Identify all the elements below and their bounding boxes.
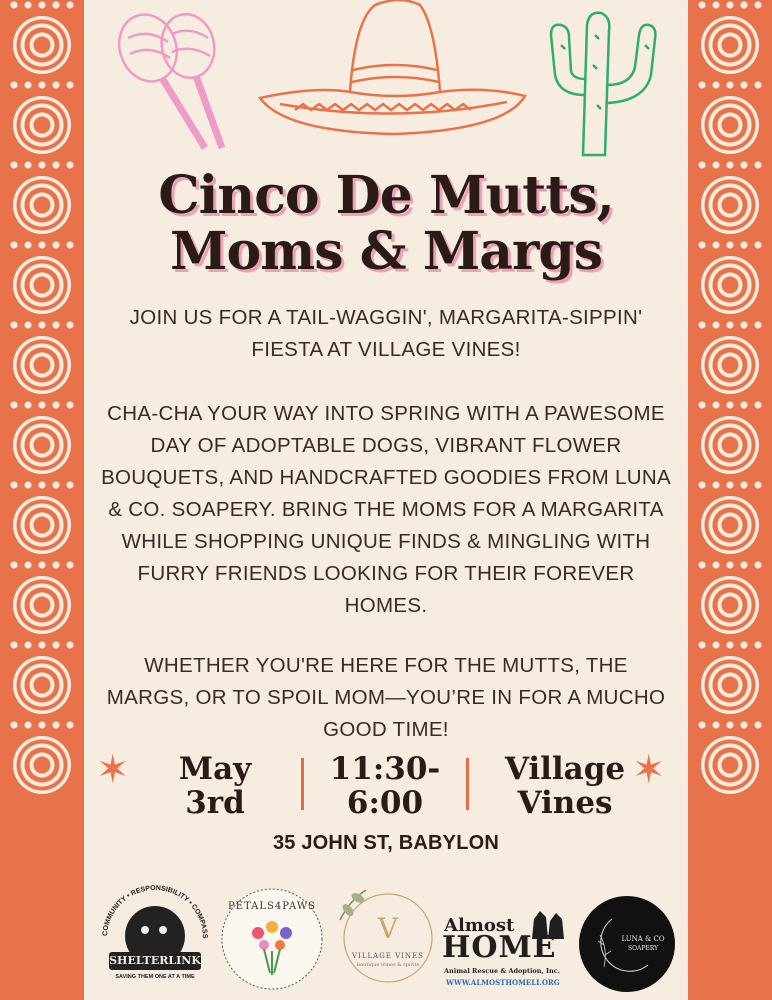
venue-line-2: Vines [517,785,613,821]
closing-text: WHETHER YOU'RE HERE FOR THE MUTTS, THE MARGS, OR TO SPOIL MOM—YOU’RE IN FOR A MUCHO GOOD TIME! [106,654,666,741]
cactus-icon [545,5,660,163]
almost-home-url: WWW.ALMOSTHOMELI.ORG [446,978,560,987]
shelterlink-name: SHELTERLINK [109,954,201,967]
village-vines-name: VILLAGE VINES [352,952,424,960]
almost-home-logo [440,905,570,993]
luna-soapery-logo [578,895,676,993]
event-date [150,752,280,822]
almost-home-tagline: Animal Rescue & Adoption, Inc. [444,967,560,975]
almost-home-name-big: HOME [442,930,557,965]
title-line-1: Cinco De Mutts, [158,165,614,226]
almost-home-name-top: Almost [444,915,515,936]
village-vines-letter: V [377,912,399,945]
separator [301,758,304,810]
event-address: 35 JOHN ST, BABYLON [272,832,500,854]
star-icon: ✶ [632,747,666,793]
village-vines-logo [330,880,442,992]
shelterlink-arc-text: COMMUNITY • RESPONSIBILITY • COMPASS [101,884,209,939]
maracas-icon [110,8,240,158]
separator [466,758,469,810]
shelterlink-logo [95,878,215,993]
event-venue [490,752,640,822]
star-icon: ✶ [96,747,130,793]
intro-text: JOIN US FOR A TAIL-WAGGIN', MARGARITA-SIPPIN' FIESTA AT VILLAGE VINES! [129,306,643,361]
time-line-1: 11:30- [329,751,441,787]
sombrero-icon [255,0,530,140]
venue-line-1: Village [504,751,626,787]
village-vines-tagline: boutique wines & spirits [356,962,420,968]
shelterlink-tagline: SAVING THEM ONE AT A TIME [115,974,195,980]
date-line-2: 3rd [185,785,245,821]
title-line-2: Moms & Margs [170,221,602,282]
event-time [320,752,450,822]
luna-name-line-1: LUNA & CO [621,935,665,943]
body-text: CHA-CHA YOUR WAY INTO SPRING WITH A PAWESOME DAY OF ADOPTABLE DOGS, VIBRANT FLOWER BOUQUETS, AND HANDCRAFTED GOODIES FROM LUNA & CO. SOAPERY. BRING THE MOMS FOR A MARGARITA WHILE SHOPPING UNIQUE FINDS & MINGLING WITH FURRY FRIENDS LOOKING FOR THEIR FOREVER HOMES. [101,402,671,617]
time-line-2: 6:00 [346,785,424,821]
event-details [150,752,640,822]
date-line-1: May [178,751,252,787]
petals4paws-logo [218,885,326,993]
luna-name-line-2: SOAPERY [627,945,659,952]
event-title [90,165,682,282]
petals4paws-name: PETALS4PAWS [228,901,316,912]
